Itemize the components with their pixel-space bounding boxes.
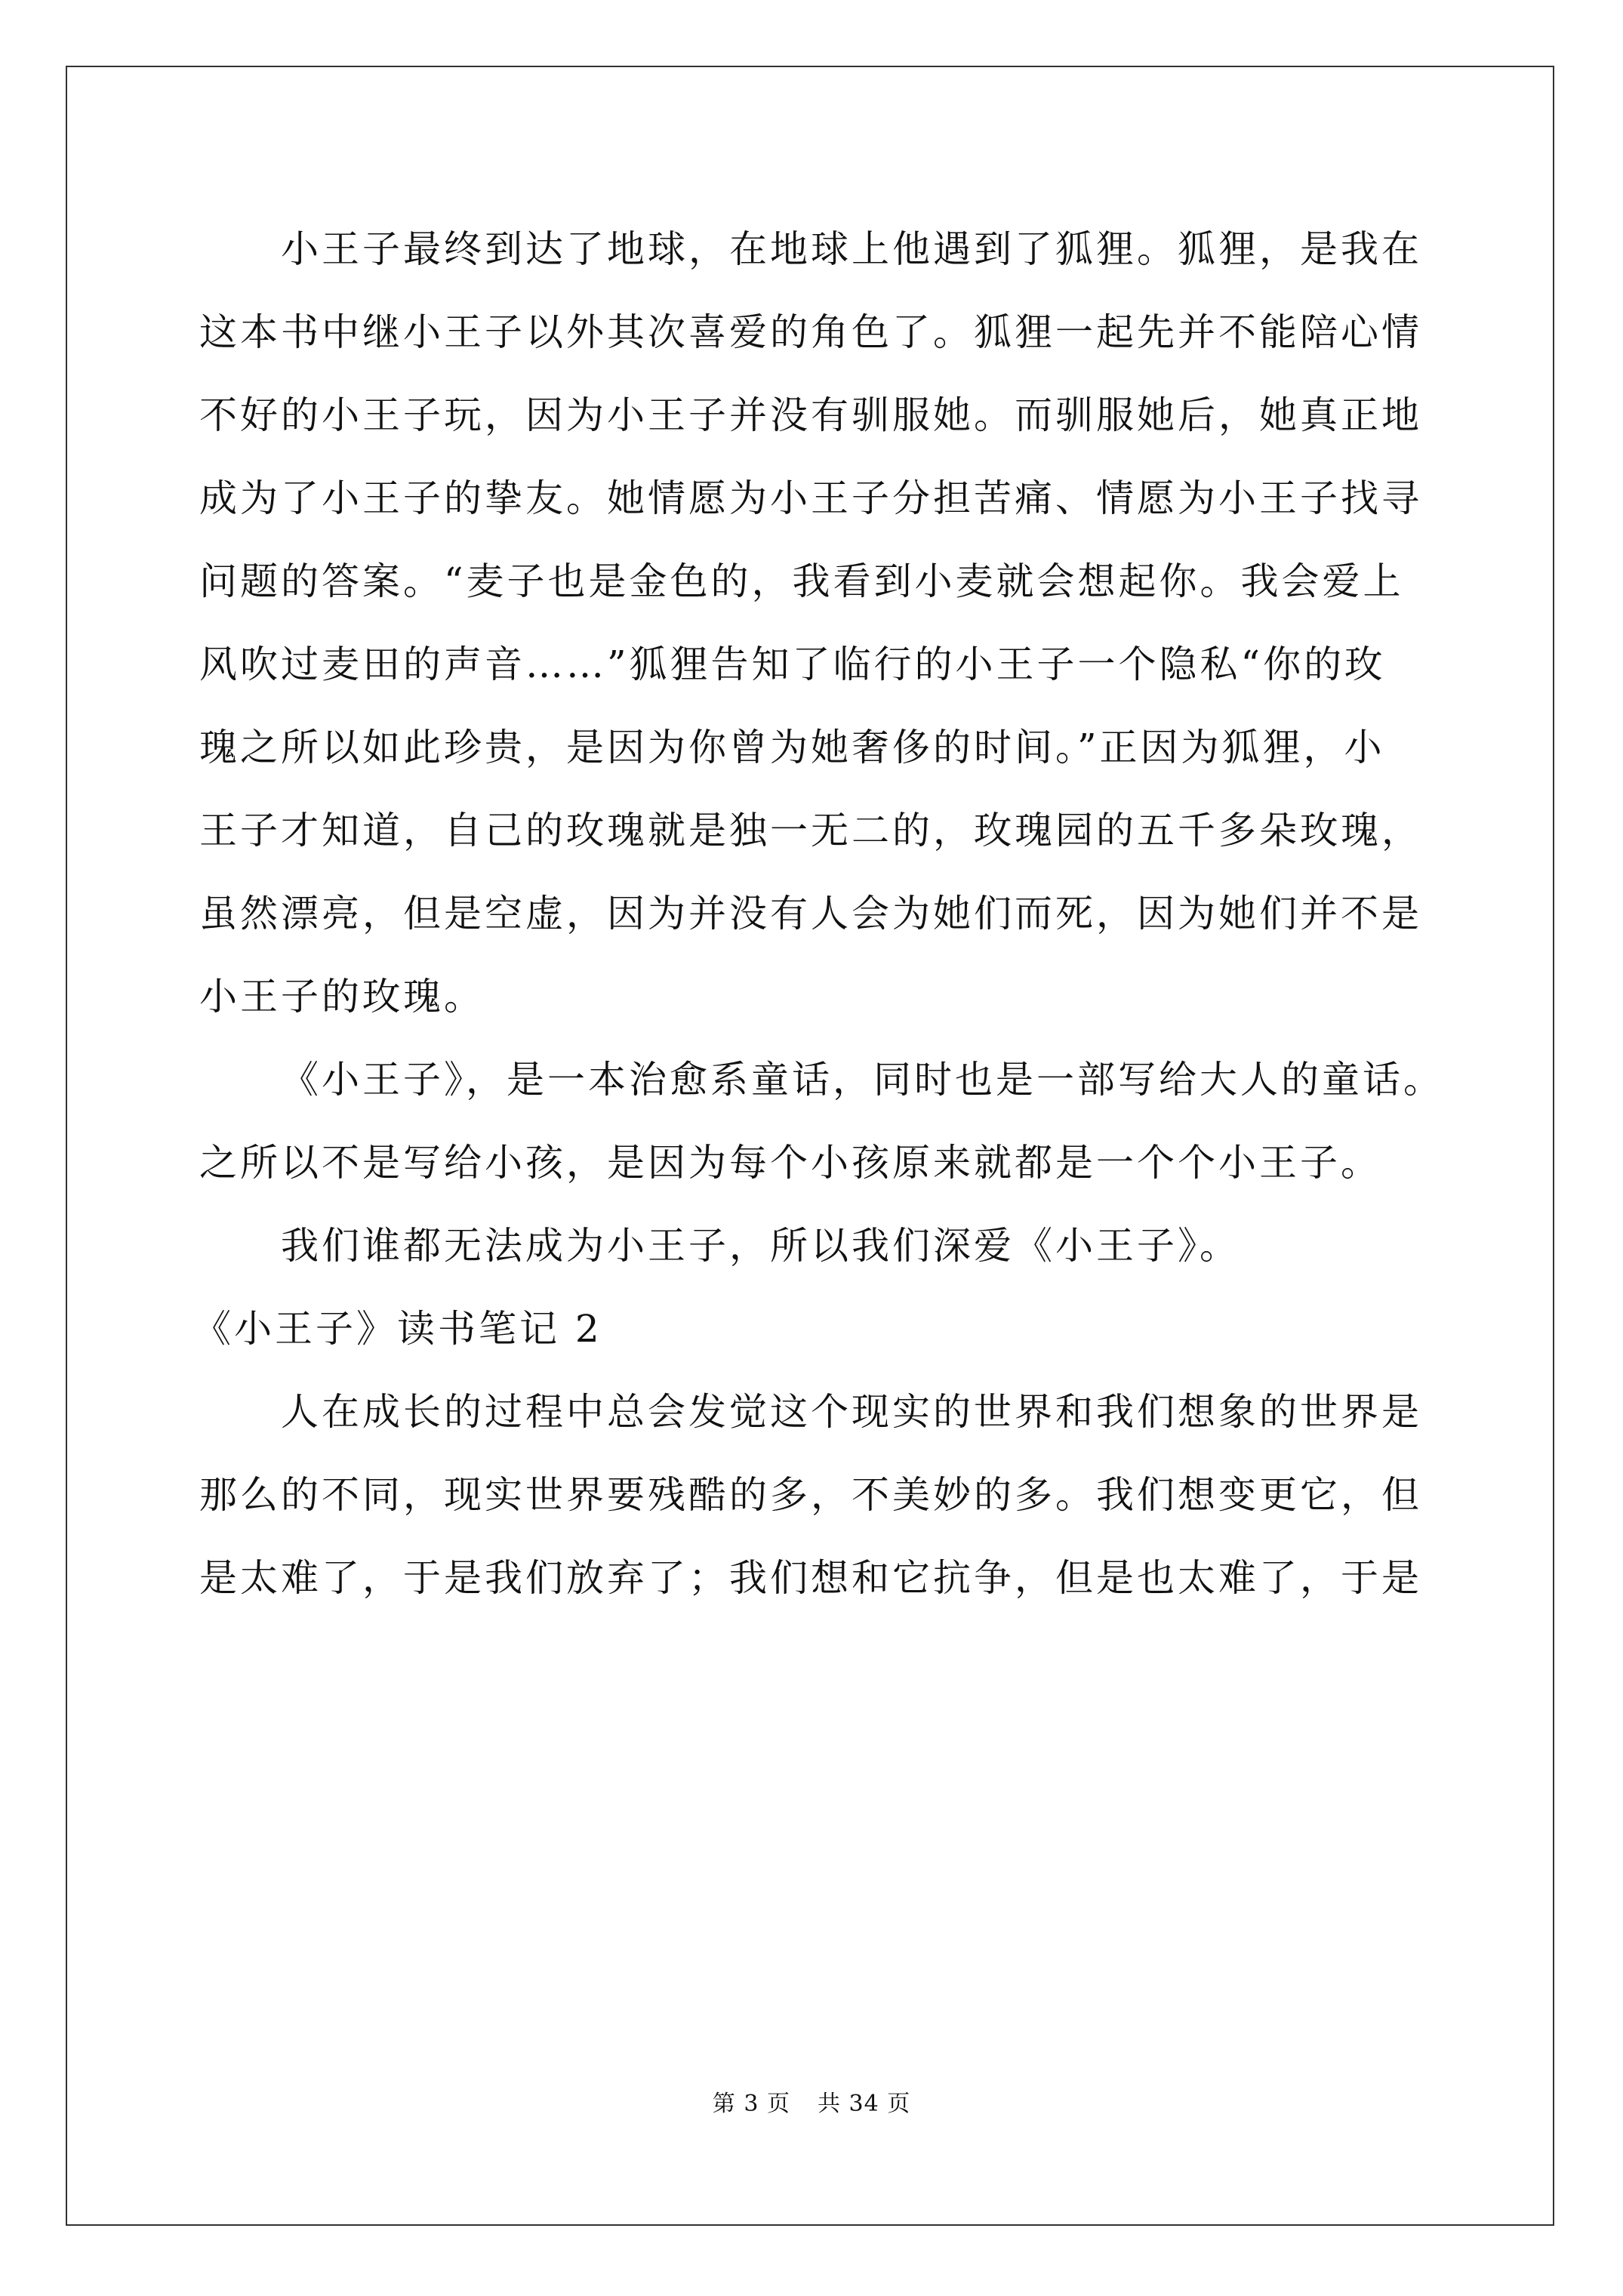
paragraph-line: 小王子最终到达了地球，在地球上他遇到了狐狸。狐狸，是我在 [281, 227, 1422, 271]
paragraph-line: 《小王子》，是一本治愈系童话，同时也是一部写给大人的童话。 [281, 1058, 1444, 1102]
page-total: 共 34 页 [817, 2091, 911, 2117]
page-footer [0, 2089, 1623, 2119]
paragraph-line: 我们谁都无法成为小王子，所以我们深爱《小王子》。 [281, 1224, 1240, 1268]
paragraph-line: 这本书中继小王子以外其次喜爱的角色了。狐狸一起先并不能陪心情 [199, 310, 1422, 354]
paragraph-line: 那么的不同，现实世界要残酷的多，不美妙的多。我们想变更它，但 [199, 1473, 1422, 1517]
paragraph-line: 小王子的玫瑰。 [199, 975, 485, 1019]
paragraph-line: 风吹过麦田的声音……”狐狸告知了临行的小王子一个隐私“你的玫 [199, 643, 1386, 686]
paragraph-line: 之所以不是写给小孩，是因为每个小孩原来就都是一个个小王子。 [199, 1141, 1381, 1185]
paragraph-line: 王子才知道，自己的玫瑰就是独一无二的，玫瑰园的五千多朵玫瑰， [199, 809, 1422, 852]
page-number: 第 3 页 [712, 2091, 790, 2117]
section-heading: 《小王子》读书笔记 2 [193, 1307, 602, 1351]
paragraph-line: 是太难了，于是我们放弃了；我们想和它抗争，但是也太难了，于是 [199, 1556, 1422, 1600]
paragraph-line: 成为了小王子的挚友。她情愿为小王子分担苦痛、情愿为小王子找寻 [199, 476, 1422, 520]
paragraph-line: 虽然漂亮，但是空虚，因为并没有人会为她们而死，因为她们并不是 [199, 892, 1422, 935]
paragraph-line: 人在成长的过程中总会发觉这个现实的世界和我们想象的世界是 [281, 1390, 1422, 1434]
paragraph-line: 问题的答案。“麦子也是金色的，我看到小麦就会想起你。我会爱上 [199, 559, 1404, 603]
paragraph-line: 瑰之所以如此珍贵，是因为你曾为她奢侈的时间。”正因为狐狸，小 [199, 726, 1385, 769]
paragraph-line: 不好的小王子玩，因为小王子并没有驯服她。而驯服她后，她真正地 [199, 393, 1422, 437]
